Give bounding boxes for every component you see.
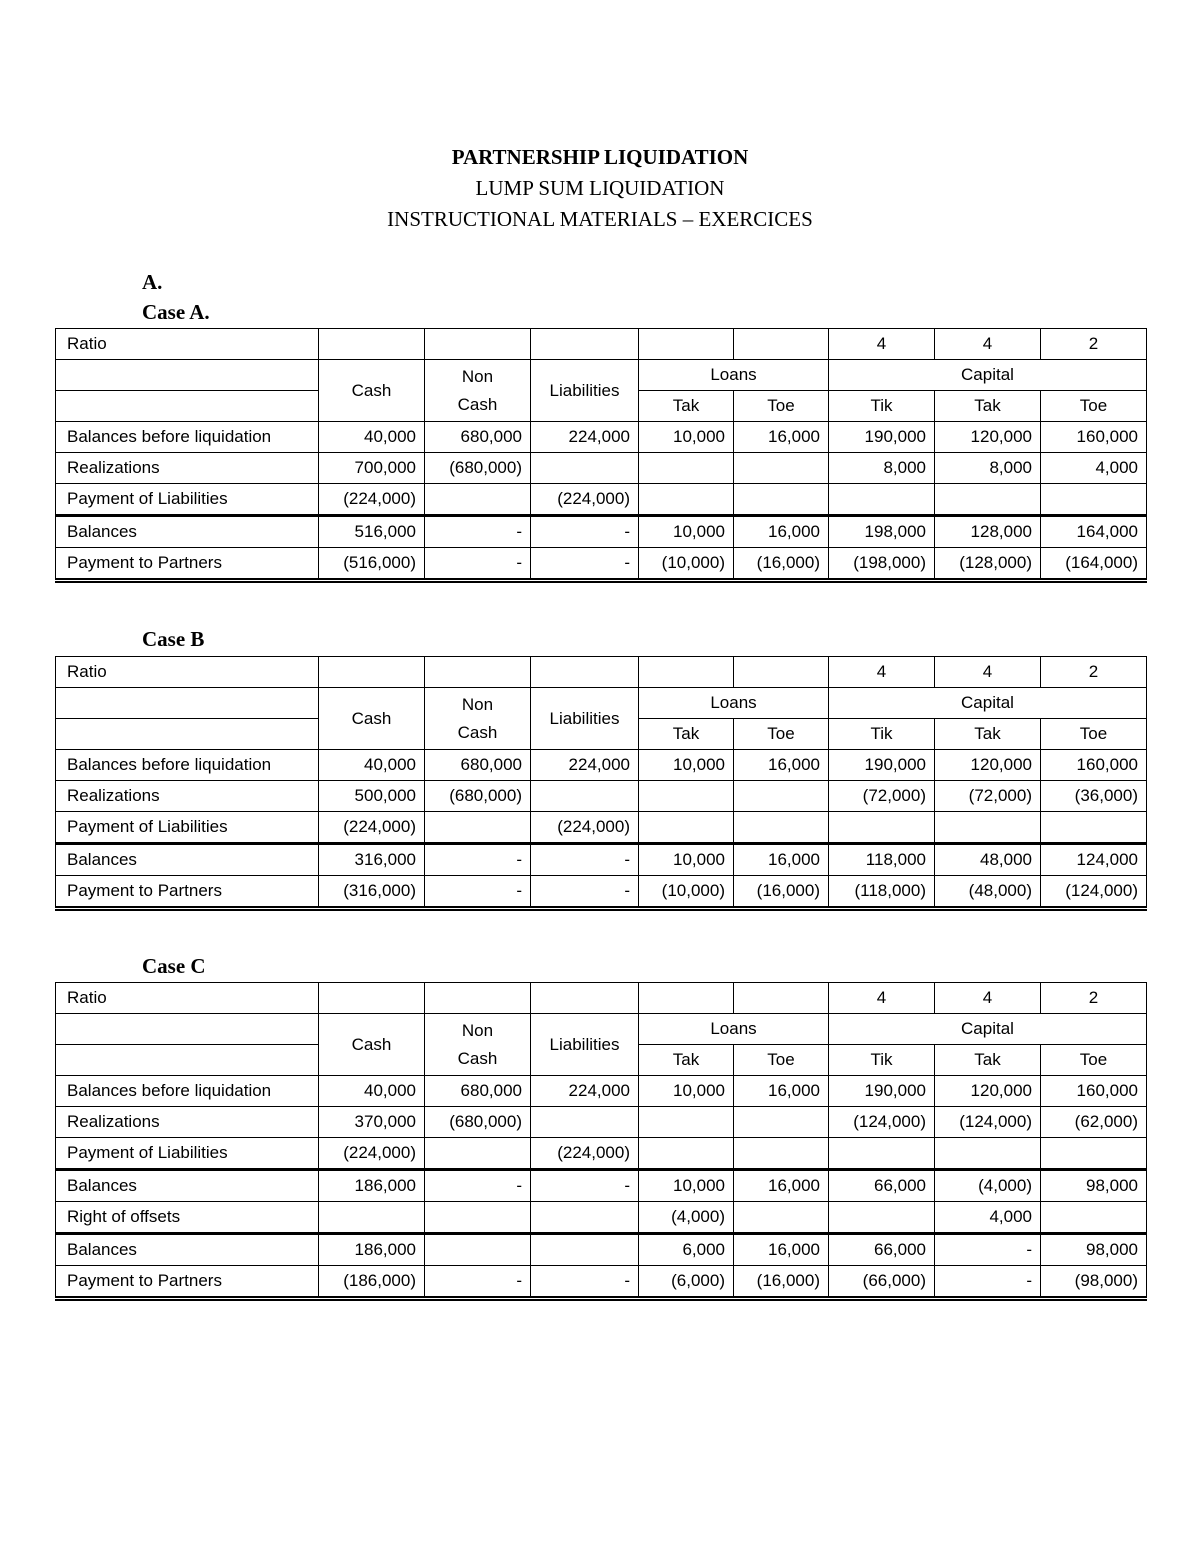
table-row [56, 516, 1147, 548]
table-cell: 10,000 [639, 750, 734, 781]
table-cell: 98,000 [1041, 1170, 1147, 1202]
table-cell: 160,000 [1041, 422, 1147, 453]
table-cell: 516,000 [319, 516, 425, 548]
table-cell: 16,000 [734, 1170, 829, 1202]
table-cell [639, 812, 734, 844]
table-cell: 40,000 [319, 750, 425, 781]
non-cash-header-line-2: Cash [457, 394, 498, 414]
table-cell: 680,000 [425, 750, 531, 781]
row-label: Payment of Liabilities [56, 484, 319, 516]
table-row [56, 750, 1147, 781]
table-cell [734, 781, 829, 812]
table-cell: 6,000 [639, 1234, 734, 1266]
table-row [56, 876, 1147, 909]
table-row [56, 422, 1147, 453]
table-cell [425, 812, 531, 844]
table-cell: 40,000 [319, 422, 425, 453]
table-cell: - [425, 548, 531, 581]
ratio-row [56, 983, 1147, 1014]
table-cell: 4,000 [1041, 453, 1147, 484]
table-cell: 120,000 [935, 422, 1041, 453]
table-cell: (198,000) [829, 548, 935, 581]
table-cell: (186,000) [319, 1266, 425, 1299]
liabilities-header: Liabilities [531, 688, 639, 750]
table-cell: - [425, 876, 531, 909]
table-cell: 186,000 [319, 1170, 425, 1202]
row-label: Payment of Liabilities [56, 812, 319, 844]
case-a-title: Case A. [142, 300, 210, 324]
non-cash-header-line-1: Non [461, 1020, 494, 1040]
table-cell: 190,000 [829, 422, 935, 453]
table-cell: (36,000) [1041, 781, 1147, 812]
table-row [56, 1234, 1147, 1266]
table-row [56, 1138, 1147, 1170]
document-title: PARTNERSHIP LIQUIDATION [451, 145, 749, 169]
cash-header: Cash [319, 360, 425, 422]
table-cell: (4,000) [935, 1170, 1041, 1202]
table-cell: 10,000 [639, 422, 734, 453]
table-cell: (72,000) [935, 781, 1041, 812]
table-cell: (128,000) [935, 548, 1041, 581]
table-cell: (224,000) [319, 1138, 425, 1170]
row-label: Right of offsets [56, 1202, 319, 1234]
table-cell: 164,000 [1041, 516, 1147, 548]
row-label: Balances before liquidation [56, 1076, 319, 1107]
loans-header: Loans [639, 360, 829, 391]
table-cell [734, 1138, 829, 1170]
row-label: Balances [56, 516, 319, 548]
table-cell: - [425, 516, 531, 548]
table-cell: (224,000) [531, 1138, 639, 1170]
non-cash-header-line-1: Non [461, 366, 494, 386]
document-header [0, 142, 1200, 235]
table-cell: (224,000) [319, 812, 425, 844]
table-cell: 16,000 [734, 422, 829, 453]
non-cash-header-line-2: Cash [457, 1048, 498, 1068]
table-cell: 160,000 [1041, 750, 1147, 781]
table-cell: 8,000 [829, 453, 935, 484]
table-cell: - [531, 516, 639, 548]
non-cash-header [425, 360, 531, 422]
loan-tak-header: Tak [639, 1045, 734, 1076]
table-cell: 118,000 [829, 844, 935, 876]
table-cell [1041, 484, 1147, 516]
table-row [56, 453, 1147, 484]
table-cell: 10,000 [639, 1170, 734, 1202]
row-label: Balances [56, 844, 319, 876]
case-c-title: Case C [142, 954, 206, 978]
table-cell [425, 484, 531, 516]
table-cell: 16,000 [734, 516, 829, 548]
table-cell: 8,000 [935, 453, 1041, 484]
table-cell [734, 1107, 829, 1138]
table-cell: 120,000 [935, 1076, 1041, 1107]
table-cell: - [531, 844, 639, 876]
table-cell: (164,000) [1041, 548, 1147, 581]
table-cell: (16,000) [734, 1266, 829, 1299]
row-label: Realizations [56, 453, 319, 484]
table-cell: (516,000) [319, 548, 425, 581]
table-cell: 16,000 [734, 1076, 829, 1107]
table-row [56, 781, 1147, 812]
table-cell [425, 1234, 531, 1266]
table-cell: 370,000 [319, 1107, 425, 1138]
table-cell: (16,000) [734, 876, 829, 909]
table-row [56, 812, 1147, 844]
ratio-row [56, 329, 1147, 360]
table-cell: 700,000 [319, 453, 425, 484]
row-label: Balances before liquidation [56, 422, 319, 453]
table-cell [319, 1202, 425, 1234]
non-cash-header-line-1: Non [461, 694, 494, 714]
table-cell: (66,000) [829, 1266, 935, 1299]
table-cell [639, 1107, 734, 1138]
ratio-tik: 4 [829, 657, 935, 688]
table-cell: - [531, 1170, 639, 1202]
ratio-tak: 4 [935, 657, 1041, 688]
table-cell: - [935, 1266, 1041, 1299]
table-cell [1041, 812, 1147, 844]
table-cell [935, 1138, 1041, 1170]
table-cell: 10,000 [639, 516, 734, 548]
table-cell: (316,000) [319, 876, 425, 909]
table-cell: 680,000 [425, 1076, 531, 1107]
table-cell: 10,000 [639, 844, 734, 876]
row-label: Payment of Liabilities [56, 1138, 319, 1170]
table-cell [639, 1138, 734, 1170]
table-cell: (224,000) [531, 484, 639, 516]
capital-toe-header: Toe [1041, 391, 1147, 422]
table-cell: (16,000) [734, 548, 829, 581]
capital-toe-header: Toe [1041, 1045, 1147, 1076]
table-cell: 16,000 [734, 1234, 829, 1266]
table-cell: 224,000 [531, 1076, 639, 1107]
table-cell [829, 1202, 935, 1234]
table-cell: 66,000 [829, 1234, 935, 1266]
table-cell: (48,000) [935, 876, 1041, 909]
ratio-tik: 4 [829, 329, 935, 360]
table-row [56, 1170, 1147, 1202]
table-cell [531, 1234, 639, 1266]
table-cell [425, 1202, 531, 1234]
table-cell: 198,000 [829, 516, 935, 548]
header-row-1 [56, 688, 1147, 719]
case-a-table [55, 328, 1147, 583]
loan-toe-header: Toe [734, 1045, 829, 1076]
table-row [56, 1076, 1147, 1107]
table-cell: 316,000 [319, 844, 425, 876]
document-subtitle-2: INSTRUCTIONAL MATERIALS – EXERCICES [387, 207, 813, 231]
table-cell: (10,000) [639, 876, 734, 909]
table-cell: (98,000) [1041, 1266, 1147, 1299]
table-cell: - [531, 1266, 639, 1299]
table-cell [829, 812, 935, 844]
case-b-title: Case B [142, 627, 205, 651]
capital-toe-header: Toe [1041, 719, 1147, 750]
cash-header: Cash [319, 1014, 425, 1076]
loan-toe-header: Toe [734, 391, 829, 422]
table-cell: - [935, 1234, 1041, 1266]
table-cell [531, 781, 639, 812]
table-cell: 48,000 [935, 844, 1041, 876]
table-cell [829, 484, 935, 516]
table-cell: (4,000) [639, 1202, 734, 1234]
table-cell: (680,000) [425, 1107, 531, 1138]
table-cell: 128,000 [935, 516, 1041, 548]
table-cell: 120,000 [935, 750, 1041, 781]
table-cell: (118,000) [829, 876, 935, 909]
loan-tak-header: Tak [639, 391, 734, 422]
table-row [56, 1202, 1147, 1234]
table-cell: - [425, 1170, 531, 1202]
loans-header: Loans [639, 688, 829, 719]
table-cell [639, 484, 734, 516]
table-cell: - [425, 844, 531, 876]
ratio-tik: 4 [829, 983, 935, 1014]
table-cell: 66,000 [829, 1170, 935, 1202]
table-cell [734, 453, 829, 484]
loans-header: Loans [639, 1014, 829, 1045]
table-cell: 500,000 [319, 781, 425, 812]
ratio-tak: 4 [935, 983, 1041, 1014]
table-cell: (680,000) [425, 453, 531, 484]
table-cell [935, 812, 1041, 844]
table-row [56, 1266, 1147, 1299]
table-cell: (124,000) [1041, 876, 1147, 909]
table-cell [531, 1107, 639, 1138]
ratio-row [56, 657, 1147, 688]
table-cell [531, 1202, 639, 1234]
non-cash-header [425, 1014, 531, 1076]
non-cash-header-line-2: Cash [457, 722, 498, 742]
table-cell [734, 1202, 829, 1234]
table-cell: 224,000 [531, 422, 639, 453]
table-cell [531, 453, 639, 484]
ratio-toe: 2 [1041, 983, 1147, 1014]
row-label: Balances [56, 1234, 319, 1266]
table-cell [425, 1138, 531, 1170]
table-cell: - [425, 1266, 531, 1299]
row-label: Payment to Partners [56, 876, 319, 909]
ratio-tak: 4 [935, 329, 1041, 360]
table-cell: 16,000 [734, 750, 829, 781]
table-cell: 160,000 [1041, 1076, 1147, 1107]
table-cell: 190,000 [829, 1076, 935, 1107]
table-cell [734, 484, 829, 516]
capital-tak-header: Tak [935, 1045, 1041, 1076]
table-row [56, 484, 1147, 516]
case-c-table [55, 982, 1147, 1301]
row-label: Balances [56, 1170, 319, 1202]
capital-tik-header: Tik [829, 391, 935, 422]
table-cell [1041, 1138, 1147, 1170]
table-cell: 4,000 [935, 1202, 1041, 1234]
table-cell [734, 812, 829, 844]
table-cell: 98,000 [1041, 1234, 1147, 1266]
table-cell: 40,000 [319, 1076, 425, 1107]
ratio-label: Ratio [56, 329, 319, 360]
table-cell: 16,000 [734, 844, 829, 876]
document-subtitle: LUMP SUM LIQUIDATION [475, 176, 725, 200]
row-label: Payment to Partners [56, 1266, 319, 1299]
table-cell [935, 484, 1041, 516]
table-cell: (72,000) [829, 781, 935, 812]
capital-header: Capital [829, 360, 1147, 391]
table-cell: 190,000 [829, 750, 935, 781]
ratio-label: Ratio [56, 983, 319, 1014]
non-cash-header [425, 688, 531, 750]
section-label: A. [142, 270, 163, 294]
table-cell: - [531, 548, 639, 581]
ratio-toe: 2 [1041, 657, 1147, 688]
table-cell: (124,000) [829, 1107, 935, 1138]
table-cell: (224,000) [319, 484, 425, 516]
capital-header: Capital [829, 688, 1147, 719]
table-cell: 680,000 [425, 422, 531, 453]
table-cell: (224,000) [531, 812, 639, 844]
table-cell [829, 1138, 935, 1170]
table-cell: 10,000 [639, 1076, 734, 1107]
table-row [56, 548, 1147, 581]
table-cell [639, 781, 734, 812]
table-cell: 124,000 [1041, 844, 1147, 876]
liabilities-header: Liabilities [531, 360, 639, 422]
row-label: Payment to Partners [56, 548, 319, 581]
table-cell: (124,000) [935, 1107, 1041, 1138]
ratio-label: Ratio [56, 657, 319, 688]
row-label: Realizations [56, 781, 319, 812]
loan-toe-header: Toe [734, 719, 829, 750]
table-cell: (62,000) [1041, 1107, 1147, 1138]
row-label: Realizations [56, 1107, 319, 1138]
capital-header: Capital [829, 1014, 1147, 1045]
header-row-1 [56, 1014, 1147, 1045]
table-row [56, 1107, 1147, 1138]
table-cell [1041, 1202, 1147, 1234]
header-row-1 [56, 360, 1147, 391]
table-row [56, 844, 1147, 876]
table-cell: (10,000) [639, 548, 734, 581]
capital-tik-header: Tik [829, 719, 935, 750]
row-label: Balances before liquidation [56, 750, 319, 781]
capital-tik-header: Tik [829, 1045, 935, 1076]
table-cell [639, 453, 734, 484]
table-cell: 224,000 [531, 750, 639, 781]
table-cell: - [531, 876, 639, 909]
table-cell: (680,000) [425, 781, 531, 812]
liabilities-header: Liabilities [531, 1014, 639, 1076]
loan-tak-header: Tak [639, 719, 734, 750]
table-cell: 186,000 [319, 1234, 425, 1266]
case-b-table [55, 656, 1147, 911]
ratio-toe: 2 [1041, 329, 1147, 360]
table-cell: (6,000) [639, 1266, 734, 1299]
capital-tak-header: Tak [935, 719, 1041, 750]
cash-header: Cash [319, 688, 425, 750]
capital-tak-header: Tak [935, 391, 1041, 422]
